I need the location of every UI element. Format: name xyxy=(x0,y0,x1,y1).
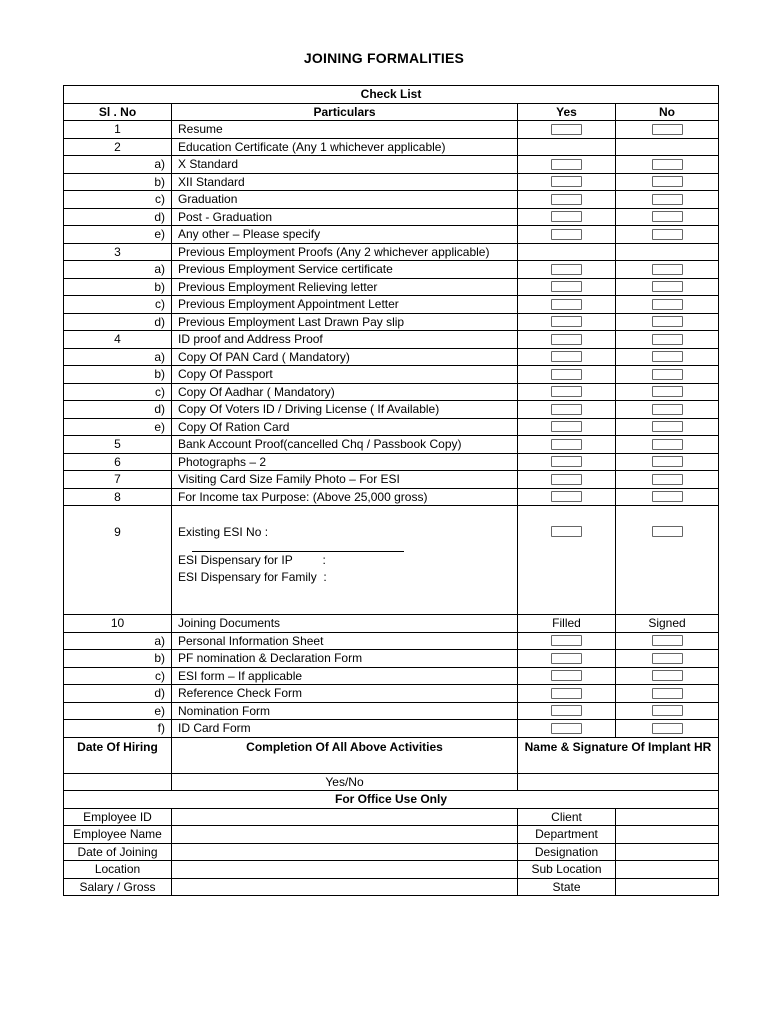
office-right-value[interactable] xyxy=(616,843,719,861)
no-cell xyxy=(616,243,719,261)
yes-checkbox[interactable] xyxy=(551,211,582,222)
row-particular: Copy Of Ration Card xyxy=(172,418,518,436)
office-heading-row xyxy=(64,791,719,809)
row-particular: Previous Employment Last Drawn Pay slip xyxy=(172,313,518,331)
row-number: a) xyxy=(64,632,172,650)
no-checkbox[interactable] xyxy=(652,439,683,450)
column-header-row xyxy=(64,103,719,121)
row-number: 1 xyxy=(64,121,172,139)
no-checkbox[interactable] xyxy=(652,211,683,222)
table-row xyxy=(64,436,719,454)
sl-no-header: Sl . No xyxy=(64,103,172,121)
row-particular: Visiting Card Size Family Photo – For ESI xyxy=(172,471,518,489)
table-row xyxy=(64,366,719,384)
yes-cell xyxy=(518,418,616,436)
row-number: a) xyxy=(64,156,172,174)
yes-checkbox[interactable] xyxy=(551,386,582,397)
office-right-label: Department xyxy=(518,826,616,844)
filled-checkbox[interactable] xyxy=(551,688,582,699)
office-left-value[interactable] xyxy=(172,843,518,861)
date-of-hiring-label: Date Of Hiring xyxy=(64,737,172,773)
completion-value: Yes/No xyxy=(172,773,518,791)
table-row xyxy=(64,138,719,156)
yes-checkbox[interactable] xyxy=(551,159,582,170)
no-checkbox[interactable] xyxy=(652,159,683,170)
filled-cell xyxy=(518,650,616,668)
row-particular: Graduation xyxy=(172,191,518,209)
filled-cell xyxy=(518,632,616,650)
no-cell xyxy=(616,226,719,244)
row-number: c) xyxy=(64,667,172,685)
no-checkbox[interactable] xyxy=(652,229,683,240)
row-number: c) xyxy=(64,296,172,314)
filled-cell xyxy=(518,685,616,703)
office-left-value[interactable] xyxy=(172,861,518,879)
office-left-label: Employee ID xyxy=(64,808,172,826)
row-particular: Copy Of Aadhar ( Mandatory) xyxy=(172,383,518,401)
row-number: c) xyxy=(64,191,172,209)
office-right-label: Designation xyxy=(518,843,616,861)
office-row xyxy=(64,878,719,896)
no-cell xyxy=(616,208,719,226)
no-cell xyxy=(616,348,719,366)
table-row xyxy=(64,650,719,668)
no-cell xyxy=(616,506,719,615)
row-number: e) xyxy=(64,226,172,244)
checklist-table xyxy=(63,85,719,896)
checklist-heading-row xyxy=(64,86,719,104)
row-particular: ID proof and Address Proof xyxy=(172,331,518,349)
yes-checkbox[interactable] xyxy=(551,369,582,380)
office-right-value[interactable] xyxy=(616,878,719,896)
table-row xyxy=(64,226,719,244)
table-row xyxy=(64,331,719,349)
particulars-header: Particulars xyxy=(172,103,518,121)
office-row xyxy=(64,826,719,844)
office-row xyxy=(64,843,719,861)
yes-cell xyxy=(518,243,616,261)
filled-checkbox[interactable] xyxy=(551,670,582,681)
esi-number-label: Existing ESI No : xyxy=(178,525,269,539)
table-row xyxy=(64,702,719,720)
row-number: d) xyxy=(64,685,172,703)
row-particular: For Income tax Purpose: (Above 25,000 gross) xyxy=(172,488,518,506)
row-number: c) xyxy=(64,383,172,401)
row-number: 7 xyxy=(64,471,172,489)
no-cell xyxy=(616,383,719,401)
table-row xyxy=(64,173,719,191)
no-checkbox[interactable] xyxy=(652,194,683,205)
row-particular: ID Card Form xyxy=(172,720,518,738)
signed-cell xyxy=(616,685,719,703)
yes-checkbox[interactable] xyxy=(551,491,582,502)
office-row xyxy=(64,861,719,879)
no-checkbox[interactable] xyxy=(652,386,683,397)
yes-checkbox[interactable] xyxy=(551,176,582,187)
no-cell xyxy=(616,366,719,384)
filled-checkbox[interactable] xyxy=(551,705,582,716)
yes-cell xyxy=(518,471,616,489)
no-cell xyxy=(616,278,719,296)
table-row xyxy=(64,278,719,296)
yes-cell xyxy=(518,191,616,209)
yes-cell xyxy=(518,488,616,506)
yes-cell xyxy=(518,138,616,156)
row-particular: Personal Information Sheet xyxy=(172,632,518,650)
office-left-label: Date of Joining xyxy=(64,843,172,861)
no-cell xyxy=(616,121,719,139)
filled-header: Filled xyxy=(518,615,616,633)
no-checkbox[interactable] xyxy=(652,421,683,432)
office-left-label: Employee Name xyxy=(64,826,172,844)
yes-cell xyxy=(518,173,616,191)
no-checkbox[interactable] xyxy=(652,124,683,135)
yes-checkbox[interactable] xyxy=(551,526,582,537)
no-cell xyxy=(616,191,719,209)
table-row xyxy=(64,261,719,279)
esi-row xyxy=(64,506,719,615)
no-checkbox[interactable] xyxy=(652,404,683,415)
signed-header: Signed xyxy=(616,615,719,633)
row-number: 8 xyxy=(64,488,172,506)
row-number: 3 xyxy=(64,243,172,261)
yes-cell xyxy=(518,208,616,226)
yes-checkbox[interactable] xyxy=(551,334,582,345)
office-right-label: State xyxy=(518,878,616,896)
signed-cell xyxy=(616,667,719,685)
office-left-value[interactable] xyxy=(172,878,518,896)
office-left-label: Salary / Gross xyxy=(64,878,172,896)
filled-cell xyxy=(518,702,616,720)
yes-checkbox[interactable] xyxy=(551,351,582,362)
filled-checkbox[interactable] xyxy=(551,653,582,664)
esi-number-field[interactable] xyxy=(192,541,404,552)
no-cell xyxy=(616,436,719,454)
esi-dispensary-ip-label: ESI Dispensary for IP : xyxy=(178,553,326,567)
no-checkbox[interactable] xyxy=(652,369,683,380)
yes-cell xyxy=(518,313,616,331)
table-row xyxy=(64,383,719,401)
row-particular: Previous Employment Service certificate xyxy=(172,261,518,279)
no-cell xyxy=(616,156,719,174)
table-row xyxy=(64,685,719,703)
signed-checkbox[interactable] xyxy=(652,705,683,716)
no-cell xyxy=(616,471,719,489)
row-number: b) xyxy=(64,366,172,384)
office-row xyxy=(64,808,719,826)
no-cell xyxy=(616,138,719,156)
row-number: b) xyxy=(64,650,172,668)
table-row xyxy=(64,667,719,685)
row-particular: Previous Employment Proofs (Any 2 whichever applicable) xyxy=(172,243,518,261)
no-cell xyxy=(616,173,719,191)
filled-cell xyxy=(518,720,616,738)
no-header: No xyxy=(616,103,719,121)
row-number: 10 xyxy=(64,615,172,633)
yes-checkbox[interactable] xyxy=(551,194,582,205)
esi-number-line xyxy=(178,524,511,552)
office-left-value[interactable] xyxy=(172,808,518,826)
no-cell xyxy=(616,313,719,331)
table-row xyxy=(64,720,719,738)
row-particular: Photographs – 2 xyxy=(172,453,518,471)
table-row xyxy=(64,418,719,436)
summary-value-row xyxy=(64,773,719,791)
no-cell xyxy=(616,453,719,471)
yes-cell xyxy=(518,331,616,349)
yes-checkbox[interactable] xyxy=(551,281,582,292)
row-particular: Copy Of Passport xyxy=(172,366,518,384)
yes-cell xyxy=(518,156,616,174)
row-particular: Any other – Please specify xyxy=(172,226,518,244)
no-cell xyxy=(616,331,719,349)
yes-checkbox[interactable] xyxy=(551,229,582,240)
row-number: f) xyxy=(64,720,172,738)
row-particular: Reference Check Form xyxy=(172,685,518,703)
yes-checkbox[interactable] xyxy=(551,456,582,467)
row-particular: Bank Account Proof(cancelled Chq / Passbook Copy) xyxy=(172,436,518,454)
joining-documents-row xyxy=(64,615,719,633)
yes-checkbox[interactable] xyxy=(551,474,582,485)
row-particular: PF nomination & Declaration Form xyxy=(172,650,518,668)
office-right-value[interactable] xyxy=(616,826,719,844)
yes-checkbox[interactable] xyxy=(551,264,582,275)
row-number: a) xyxy=(64,348,172,366)
table-row xyxy=(64,488,719,506)
row-number: e) xyxy=(64,418,172,436)
office-left-label: Location xyxy=(64,861,172,879)
table-row xyxy=(64,348,719,366)
filled-cell xyxy=(518,667,616,685)
table-row xyxy=(64,632,719,650)
yes-checkbox[interactable] xyxy=(551,299,582,310)
row-particular: Copy Of Voters ID / Driving License ( If Available) xyxy=(172,401,518,419)
signed-checkbox[interactable] xyxy=(652,635,683,646)
implant-hr-label: Name & Signature Of Implant HR xyxy=(518,737,719,773)
table-row xyxy=(64,243,719,261)
table-row xyxy=(64,296,719,314)
no-checkbox[interactable] xyxy=(652,334,683,345)
row-number: b) xyxy=(64,278,172,296)
office-right-label: Client xyxy=(518,808,616,826)
signed-cell xyxy=(616,720,719,738)
row-number: d) xyxy=(64,208,172,226)
yes-cell xyxy=(518,383,616,401)
implant-hr-value[interactable] xyxy=(518,773,719,791)
row-particular: Copy Of PAN Card ( Mandatory) xyxy=(172,348,518,366)
row-number: 5 xyxy=(64,436,172,454)
row-particular: X Standard xyxy=(172,156,518,174)
row-particular: ESI form – If applicable xyxy=(172,667,518,685)
no-checkbox[interactable] xyxy=(652,456,683,467)
office-right-value[interactable] xyxy=(616,861,719,879)
signed-checkbox[interactable] xyxy=(652,723,683,734)
row-number: b) xyxy=(64,173,172,191)
signed-cell xyxy=(616,632,719,650)
yes-checkbox[interactable] xyxy=(551,124,582,135)
no-checkbox[interactable] xyxy=(652,351,683,362)
table-row xyxy=(64,121,719,139)
page-title: JOINING FORMALITIES xyxy=(303,50,465,66)
yes-cell xyxy=(518,401,616,419)
yes-cell xyxy=(518,436,616,454)
row-number: 2 xyxy=(64,138,172,156)
esi-dispensary-family-label: ESI Dispensary for Family : xyxy=(178,570,327,584)
row-particular: XII Standard xyxy=(172,173,518,191)
yes-cell xyxy=(518,121,616,139)
signed-cell xyxy=(616,650,719,668)
yes-cell xyxy=(518,366,616,384)
date-of-hiring-value[interactable] xyxy=(64,773,172,791)
table-row xyxy=(64,208,719,226)
table-row xyxy=(64,471,719,489)
checklist-heading: Check List xyxy=(64,86,719,104)
yes-checkbox[interactable] xyxy=(551,421,582,432)
yes-cell xyxy=(518,453,616,471)
signed-cell xyxy=(616,702,719,720)
no-checkbox[interactable] xyxy=(652,299,683,310)
row-number: d) xyxy=(64,313,172,331)
completion-label: Completion Of All Above Activities xyxy=(172,737,518,773)
no-checkbox[interactable] xyxy=(652,316,683,327)
no-checkbox[interactable] xyxy=(652,526,683,537)
office-use-heading: For Office Use Only xyxy=(64,791,719,809)
summary-header-row xyxy=(64,737,719,773)
checklist-body xyxy=(64,86,719,896)
row-number: e) xyxy=(64,702,172,720)
office-left-value[interactable] xyxy=(172,826,518,844)
no-cell xyxy=(616,418,719,436)
row-particular: Previous Employment Relieving letter xyxy=(172,278,518,296)
row-number: a) xyxy=(64,261,172,279)
no-checkbox[interactable] xyxy=(652,176,683,187)
yes-checkbox[interactable] xyxy=(551,439,582,450)
row-particular: Previous Employment Appointment Letter xyxy=(172,296,518,314)
filled-checkbox[interactable] xyxy=(551,635,582,646)
table-row xyxy=(64,191,719,209)
yes-cell xyxy=(518,506,616,615)
row-number: 6 xyxy=(64,453,172,471)
no-cell xyxy=(616,488,719,506)
no-cell xyxy=(616,261,719,279)
row-particular: Post - Graduation xyxy=(172,208,518,226)
no-checkbox[interactable] xyxy=(652,474,683,485)
yes-checkbox[interactable] xyxy=(551,316,582,327)
no-checkbox[interactable] xyxy=(652,281,683,292)
filled-checkbox[interactable] xyxy=(551,723,582,734)
yes-checkbox[interactable] xyxy=(551,404,582,415)
row-particular: Resume xyxy=(172,121,518,139)
signed-checkbox[interactable] xyxy=(652,670,683,681)
table-row xyxy=(64,156,719,174)
row-particular: Joining Documents xyxy=(172,615,518,633)
table-row xyxy=(64,401,719,419)
table-row xyxy=(64,453,719,471)
signed-checkbox[interactable] xyxy=(652,688,683,699)
esi-details xyxy=(172,506,518,615)
yes-cell xyxy=(518,226,616,244)
signed-checkbox[interactable] xyxy=(652,653,683,664)
office-right-value[interactable] xyxy=(616,808,719,826)
no-checkbox[interactable] xyxy=(652,264,683,275)
no-checkbox[interactable] xyxy=(652,491,683,502)
row-particular: Nomination Form xyxy=(172,702,518,720)
yes-cell xyxy=(518,348,616,366)
yes-header: Yes xyxy=(518,103,616,121)
row-number: 9 xyxy=(64,506,172,615)
yes-cell xyxy=(518,261,616,279)
yes-cell xyxy=(518,278,616,296)
row-particular: Education Certificate (Any 1 whichever applicable) xyxy=(172,138,518,156)
row-number: d) xyxy=(64,401,172,419)
no-cell xyxy=(616,401,719,419)
office-right-label: Sub Location xyxy=(518,861,616,879)
table-row xyxy=(64,313,719,331)
row-number: 4 xyxy=(64,331,172,349)
yes-cell xyxy=(518,296,616,314)
no-cell xyxy=(616,296,719,314)
